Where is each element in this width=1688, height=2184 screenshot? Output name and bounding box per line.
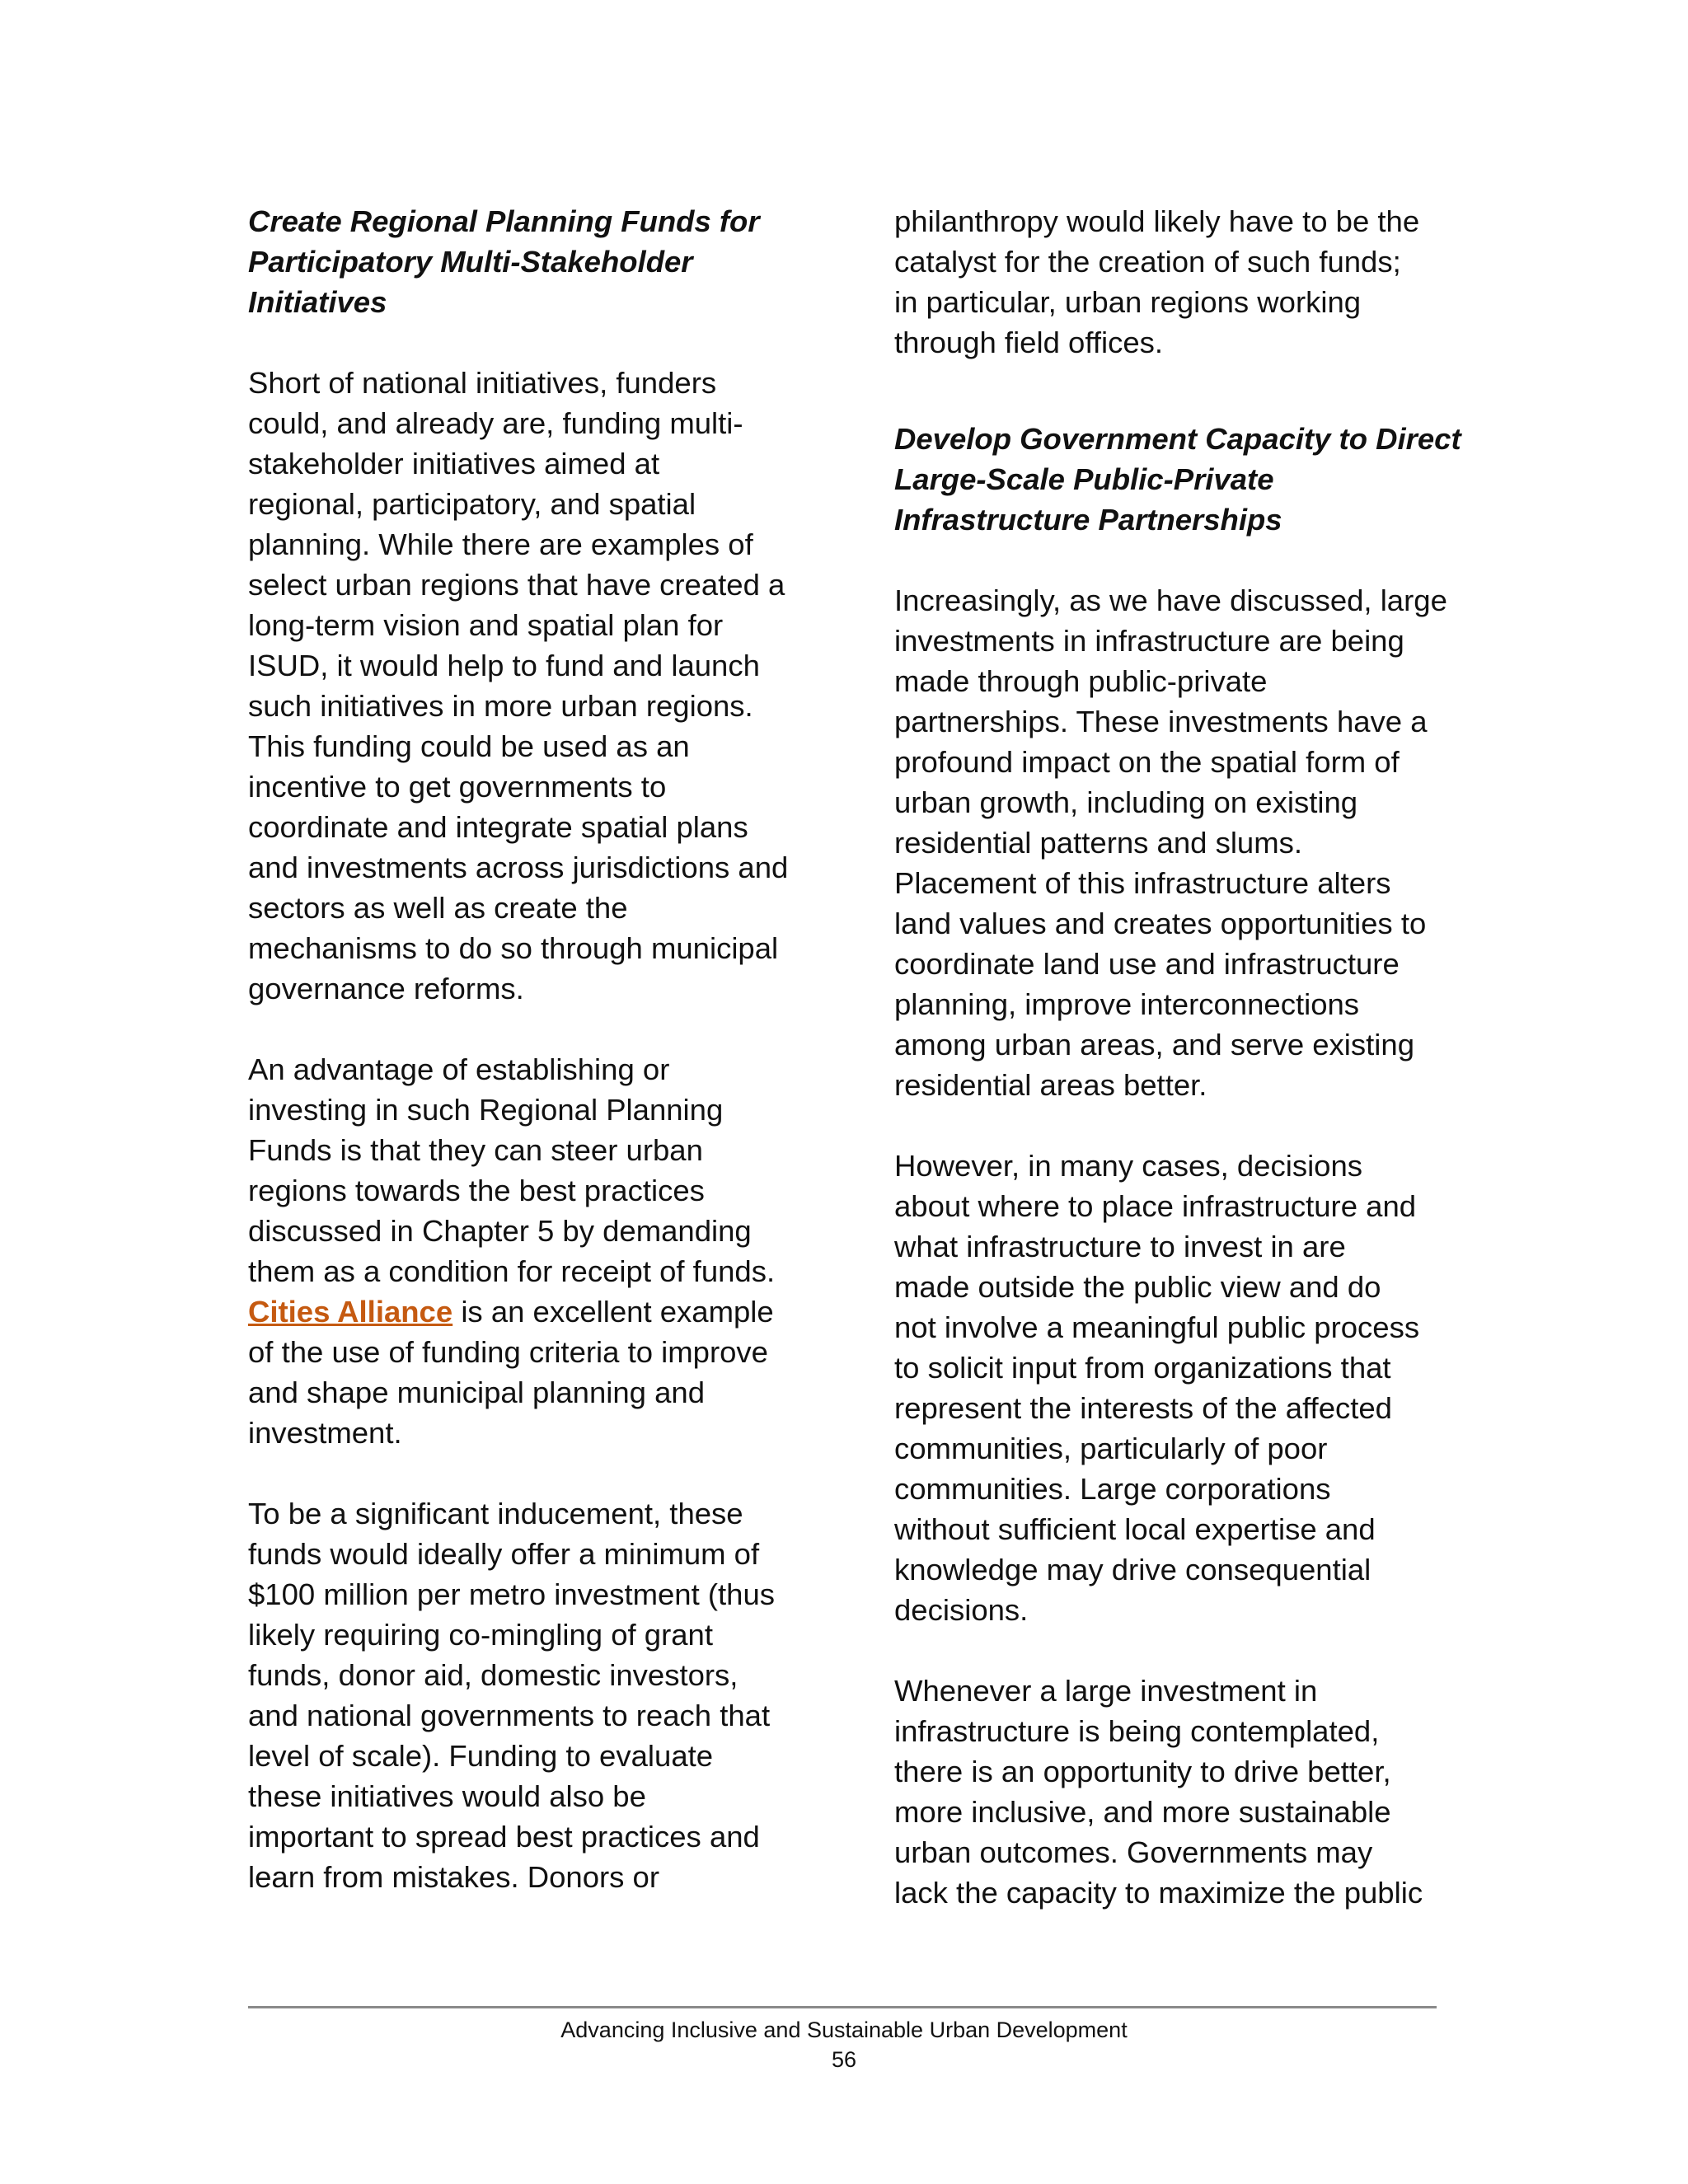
footer-divider: [248, 2006, 1437, 2008]
left-column: [248, 201, 809, 1938]
text-line: more inclusive, and more sustainable: [894, 1795, 1391, 1829]
text-line: these initiatives would also be: [248, 1779, 646, 1813]
paragraph-national-initiatives: [248, 363, 809, 1009]
text-line: sectors as well as create the: [248, 891, 628, 925]
text-line: Funds is that they can steer urban: [248, 1133, 703, 1167]
text-line: To be a significant inducement, these: [248, 1497, 743, 1530]
paragraph-however: [894, 1146, 1455, 1630]
text-line: likely requiring co-mingling of grant: [248, 1618, 713, 1652]
text-line: and national governments to reach that: [248, 1699, 771, 1732]
text-line: catalyst for the creation of such funds;: [894, 245, 1401, 279]
text-line: and investments across jurisdictions and: [248, 851, 789, 884]
text-line: and shape municipal planning and: [248, 1376, 706, 1409]
text-line: in particular, urban regions working: [894, 285, 1362, 319]
text-line: residential areas better.: [894, 1068, 1207, 1102]
text-line: investment.: [248, 1416, 402, 1450]
text-line: of the use of funding criteria to improve: [248, 1335, 768, 1369]
text-line: represent the interests of the affected: [894, 1391, 1392, 1425]
text-line: long-term vision and spatial plan for: [248, 608, 724, 642]
text-line: philanthropy would likely have to be the: [894, 204, 1420, 238]
text-line: investing in such Regional Planning: [248, 1093, 724, 1127]
text-line: However, in many cases, decisions: [894, 1149, 1363, 1183]
text-line: communities. Large corporations: [894, 1472, 1331, 1506]
page-number: 56: [831, 2047, 857, 2072]
text-line: communities, particularly of poor: [894, 1432, 1328, 1465]
text-line: funds, donor aid, domestic investors,: [248, 1658, 738, 1692]
text-line: profound impact on the spatial form of: [894, 745, 1400, 779]
heading-line: Create Regional Planning Funds for: [248, 204, 760, 238]
heading-line: Initiatives: [248, 285, 387, 319]
text-line: coordinate and integrate spatial plans: [248, 810, 748, 844]
heading-line: Participatory Multi-Stakeholder: [248, 245, 693, 279]
text-line: Short of national initiatives, funders: [248, 366, 717, 400]
paragraph-increasingly: [894, 580, 1455, 1105]
text-line-with-link: [248, 1291, 809, 1332]
section-heading-government-capacity: [894, 419, 1461, 540]
section-heading-regional-planning-funds: [248, 201, 809, 322]
text-line: An advantage of establishing or: [248, 1052, 670, 1086]
text-line: urban growth, including on existing: [894, 785, 1358, 819]
text-line: residential patterns and slums.: [894, 826, 1303, 860]
text-line: decisions.: [894, 1593, 1029, 1627]
heading-line: Develop Government Capacity to Direct: [894, 422, 1461, 456]
text-line: discussed in Chapter 5 by demanding: [248, 1214, 752, 1248]
text-line: regions towards the best practices: [248, 1174, 705, 1207]
paragraph-inducement: [248, 1493, 809, 1897]
text-line: Whenever a large investment in: [894, 1674, 1318, 1708]
text-line: land values and creates opportunities to: [894, 907, 1427, 940]
text-line: stakeholder initiatives aimed at: [248, 447, 660, 480]
paragraph-advantage: [248, 1049, 809, 1453]
text-line: This funding could be used as an: [248, 729, 690, 763]
text-line: Placement of this infrastructure alters: [894, 866, 1391, 900]
text-line: such initiatives in more urban regions.: [248, 689, 753, 723]
text-line: among urban areas, and serve existing: [894, 1028, 1415, 1062]
text-line: mechanisms to do so through municipal: [248, 931, 779, 965]
text-line: governance reforms.: [248, 972, 524, 1005]
text-line: could, and already are, funding multi-: [248, 406, 743, 440]
text-line: $100 million per metro investment (thus: [248, 1577, 776, 1611]
text-line: what infrastructure to invest in are: [894, 1230, 1346, 1263]
text-line: planning, improve interconnections: [894, 987, 1360, 1021]
heading-line: Infrastructure Partnerships: [894, 503, 1282, 537]
text-line: planning. While there are examples of: [248, 527, 753, 561]
paragraph-whenever: [894, 1671, 1455, 1913]
text-line: knowledge may drive consequential: [894, 1553, 1372, 1586]
text-line: funds would ideally offer a minimum of: [248, 1537, 760, 1571]
text-line: without sufficient local expertise and: [894, 1512, 1376, 1546]
text-line: investments in infrastructure are being: [894, 624, 1404, 658]
text-line: about where to place infrastructure and: [894, 1189, 1417, 1223]
text-line: lack the capacity to maximize the public: [894, 1876, 1423, 1910]
text-line: learn from mistakes. Donors or: [248, 1860, 659, 1894]
heading-line: Large-Scale Public-Private: [894, 462, 1274, 496]
text-line: made through public-private: [894, 664, 1268, 698]
text-fragment: is an excellent example: [452, 1295, 774, 1329]
text-line: made outside the public view and do: [894, 1270, 1381, 1304]
text-line: ISUD, it would help to fund and launch: [248, 649, 760, 682]
right-column: [894, 201, 1461, 1953]
footer-title: Advancing Inclusive and Sustainable Urban Development: [560, 2018, 1128, 2042]
text-line: incentive to get governments to: [248, 770, 667, 804]
text-line: Increasingly, as we have discussed, large: [894, 583, 1447, 617]
text-line: partnerships. These investments have a: [894, 705, 1428, 738]
text-line: regional, participatory, and spatial: [248, 487, 696, 521]
text-line: there is an opportunity to drive better,: [894, 1755, 1391, 1788]
text-line: not involve a meaningful public process: [894, 1310, 1420, 1344]
text-line: infrastructure is being contemplated,: [894, 1714, 1380, 1748]
cities-alliance-link[interactable]: Cities Alliance: [248, 1295, 453, 1329]
text-line: coordinate land use and infrastructure: [894, 947, 1400, 981]
text-line: important to spread best practices and: [248, 1820, 760, 1854]
text-line: them as a condition for receipt of funds.: [248, 1254, 776, 1288]
text-line: through field offices.: [894, 326, 1164, 359]
text-line: to solicit input from organizations that: [894, 1351, 1391, 1385]
text-line: select urban regions that have created a: [248, 568, 785, 602]
text-line: level of scale). Funding to evaluate: [248, 1739, 714, 1773]
paragraph-philanthropy: [894, 201, 1455, 363]
text-line: urban outcomes. Governments may: [894, 1835, 1373, 1869]
